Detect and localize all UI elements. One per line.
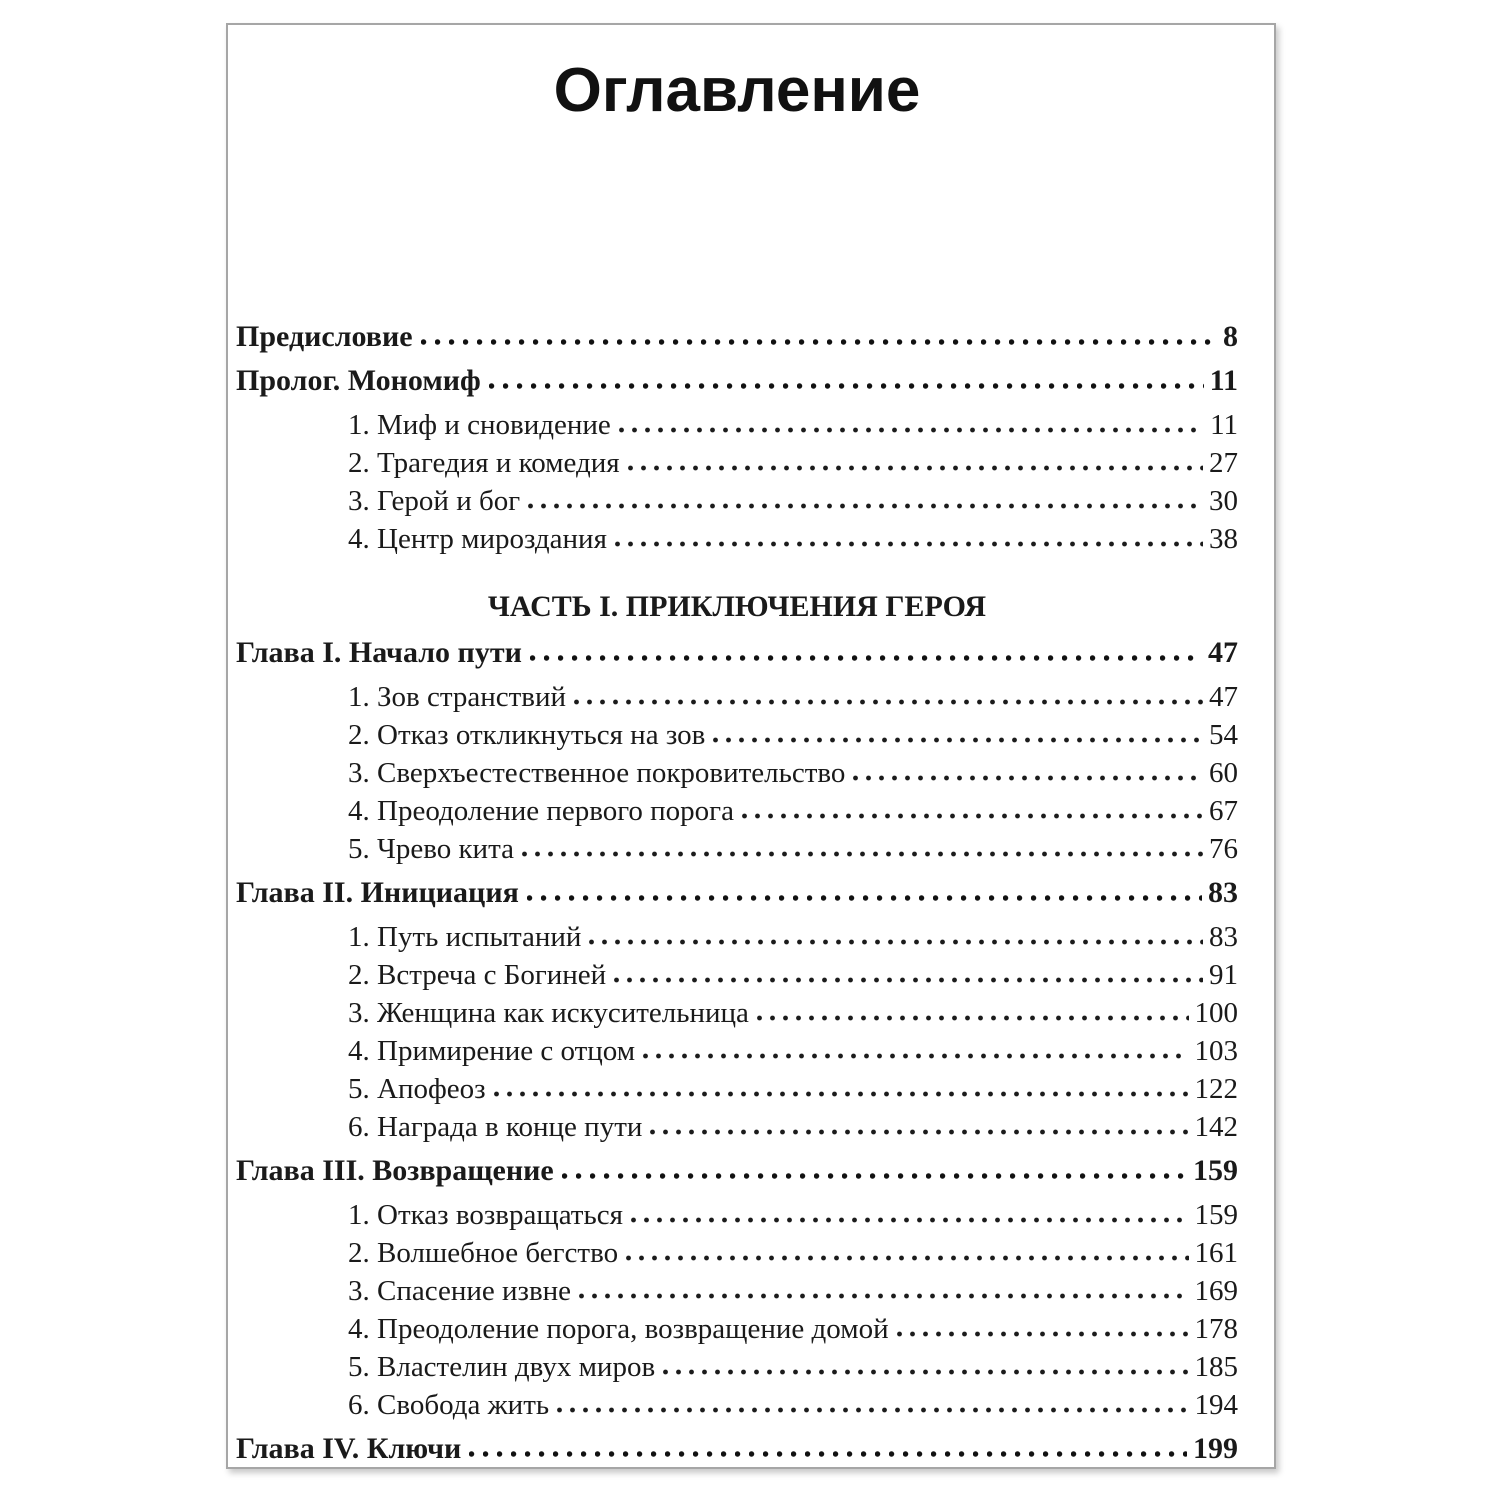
dot-leader: [742, 811, 1203, 821]
dot-leader: [562, 1171, 1187, 1181]
dot-leader: [626, 1253, 1188, 1263]
toc-row: [236, 874, 1238, 912]
toc-row: [236, 754, 1238, 792]
toc-entry-page: 83: [1209, 921, 1238, 954]
toc-entry-label: Глава I. Начало пути: [236, 636, 522, 670]
toc-entry-page: 8: [1223, 320, 1238, 354]
toc-row: [236, 406, 1238, 444]
toc-entry-label: 2. Волшебное бегство: [348, 1237, 619, 1270]
toc-row: [236, 918, 1238, 956]
toc-row: [236, 716, 1238, 754]
dot-leader: [628, 463, 1203, 473]
toc-entry-label: 6. Свобода жить: [348, 1389, 550, 1422]
toc-entry-page: 159: [1194, 1199, 1238, 1232]
dot-leader: [757, 1013, 1189, 1023]
dot-leader: [494, 1089, 1189, 1099]
toc-row: [236, 482, 1238, 520]
toc-entry-label: 1. Отказ возвращаться: [348, 1199, 623, 1232]
toc-entry-page: 30: [1209, 485, 1238, 518]
toc-entry-label: 1. Зов странствий: [348, 681, 567, 714]
toc-entry-label: 5. Апофеоз: [348, 1073, 486, 1106]
dot-leader: [528, 501, 1203, 511]
toc-entry-page: 38: [1209, 523, 1238, 556]
toc-row: [236, 362, 1238, 400]
dot-leader: [897, 1329, 1189, 1339]
dot-leader: [469, 1449, 1187, 1459]
toc-entry-page: 54: [1209, 719, 1238, 752]
toc-entry-label: 2. Отказ откликнуться на зов: [348, 719, 706, 752]
dot-leader: [619, 425, 1204, 435]
toc-row: [236, 830, 1238, 868]
dot-leader: [522, 849, 1203, 859]
toc-row: [236, 1196, 1238, 1234]
dot-leader: [643, 1051, 1188, 1061]
toc-entry-label: 1. Миф и сновидение: [348, 409, 611, 442]
toc-row: [236, 792, 1238, 830]
toc-entry-label: 3. Сверхъестественное покровительство: [348, 757, 846, 790]
toc-entry-page: 169: [1194, 1275, 1238, 1308]
toc-entry-page: 27: [1209, 447, 1238, 480]
toc-row: [236, 678, 1238, 716]
toc-entry-label: 4. Преодоление первого порога: [348, 795, 734, 828]
toc-entry-page: 185: [1194, 1351, 1238, 1384]
toc-row: [236, 318, 1238, 356]
toc-entry-label: 3. Спасение извне: [348, 1275, 572, 1308]
dot-leader: [527, 893, 1202, 903]
toc-entry-label: 2. Встреча с Богиней: [348, 959, 607, 992]
toc-entry-page: 122: [1194, 1073, 1238, 1106]
toc-entry-page: 11: [1210, 409, 1238, 442]
toc-entry-label: 4. Преодоление порога, возвращение домой: [348, 1313, 889, 1346]
toc-row: [236, 1386, 1238, 1424]
dot-leader: [713, 735, 1203, 745]
toc-row: [236, 1108, 1238, 1146]
toc-entry-page: 11: [1209, 364, 1238, 398]
toc-row: [236, 1430, 1238, 1468]
book-page: [226, 23, 1276, 1469]
toc-row: [236, 1348, 1238, 1386]
toc-row: [236, 1152, 1238, 1190]
toc-entry-page: 159: [1193, 1154, 1238, 1188]
dot-leader: [557, 1405, 1188, 1415]
toc-entry-page: 60: [1209, 757, 1238, 790]
toc-row: [236, 1272, 1238, 1310]
toc-row: [236, 1032, 1238, 1070]
toc-row: [236, 1234, 1238, 1272]
dot-leader: [579, 1291, 1188, 1301]
toc-entry-page: 199: [1193, 1432, 1238, 1466]
toc-entry-label: Глава III. Возвращение: [236, 1154, 554, 1188]
toc-entry-label: 4. Центр мироздания: [348, 523, 607, 556]
dot-leader: [853, 773, 1203, 783]
toc-entry-page: 194: [1194, 1389, 1238, 1422]
dot-leader: [650, 1127, 1188, 1137]
toc-entry-page: 47: [1208, 636, 1238, 670]
toc-entry-label: 5. Чрево кита: [348, 833, 514, 866]
toc-entry-label: 4. Примирение с отцом: [348, 1035, 636, 1068]
toc-entry-label: 5. Властелин двух миров: [348, 1351, 656, 1384]
toc-entry-label: Предисловие: [236, 320, 413, 354]
toc-row: [236, 634, 1238, 672]
dot-leader: [530, 653, 1202, 663]
toc-entry-label: 2. Трагедия и комедия: [348, 447, 620, 480]
dot-leader: [421, 337, 1217, 347]
dot-leader: [574, 697, 1203, 707]
toc-entry-label: Глава IV. Ключи: [236, 1432, 462, 1466]
toc-row: [236, 1310, 1238, 1348]
toc-entry-page: 91: [1209, 959, 1238, 992]
table-of-contents: [236, 318, 1238, 1468]
dot-leader: [589, 937, 1203, 947]
toc-entry-label: 6. Награда в конце пути: [348, 1111, 643, 1144]
toc-entry-page: 83: [1208, 876, 1238, 910]
toc-entry-page: 67: [1209, 795, 1238, 828]
toc-entry-page: 178: [1194, 1313, 1238, 1346]
dot-leader: [663, 1367, 1188, 1377]
toc-entry-page: 161: [1194, 1237, 1238, 1270]
toc-entry-label: 1. Путь испытаний: [348, 921, 582, 954]
toc-entry-page: 142: [1194, 1111, 1238, 1144]
toc-row: [236, 956, 1238, 994]
toc-entry-page: 100: [1194, 997, 1238, 1030]
toc-entry-page: 76: [1209, 833, 1238, 866]
toc-row: [236, 520, 1238, 558]
dot-leader: [631, 1215, 1189, 1225]
toc-entry-page: 103: [1194, 1035, 1238, 1068]
toc-row: [236, 1070, 1238, 1108]
part-heading: ЧАСТЬ I. ПРИКЛЮЧЕНИЯ ГЕРОЯ: [487, 590, 987, 624]
toc-row: [236, 444, 1238, 482]
dot-leader: [614, 975, 1203, 985]
toc-entry-page: 47: [1209, 681, 1238, 714]
page-title: Оглавление: [553, 56, 921, 125]
toc-entry-label: Глава II. Инициация: [236, 876, 519, 910]
dot-leader: [615, 539, 1203, 549]
toc-entry-label: 3. Женщина как искусительница: [348, 997, 749, 1030]
toc-entry-label: 3. Герой и бог: [348, 485, 521, 518]
dot-leader: [489, 381, 1204, 391]
toc-row: [236, 994, 1238, 1032]
toc-entry-label: Пролог. Мономиф: [236, 364, 481, 398]
